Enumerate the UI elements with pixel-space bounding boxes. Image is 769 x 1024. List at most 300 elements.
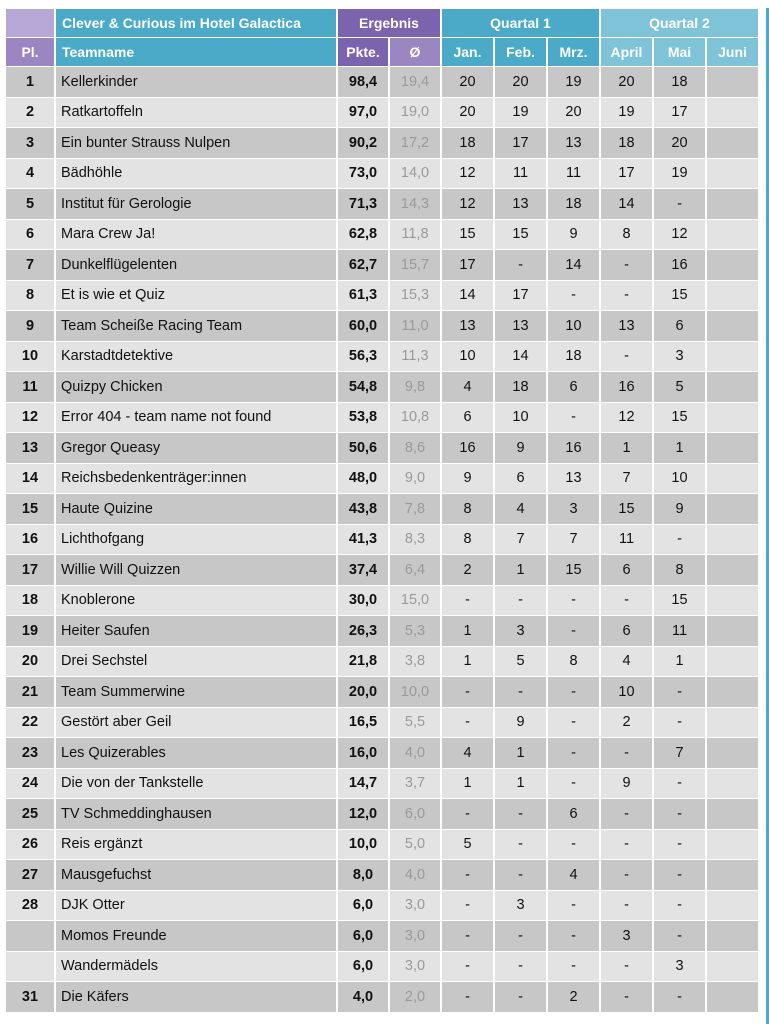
month-april-cell: 13 <box>601 311 652 341</box>
team-name-cell: Reichsbedenkenträger:innen <box>56 464 336 494</box>
month-jan-cell: 17 <box>442 250 493 280</box>
month-juni-cell <box>707 525 758 555</box>
month-feb-cell: 17 <box>495 128 546 158</box>
points-cell: 73,0 <box>338 159 388 189</box>
month-jan-cell: 8 <box>442 494 493 524</box>
month-jan-cell: - <box>442 677 493 707</box>
points-cell: 30,0 <box>338 586 388 616</box>
points-cell: 6,0 <box>338 952 388 982</box>
month-feb-cell: 9 <box>495 708 546 738</box>
average-cell: 5,5 <box>390 708 440 738</box>
points-cell: 71,3 <box>338 189 388 219</box>
team-name-cell: Les Quizerables <box>56 738 336 768</box>
month-april-cell: - <box>601 342 652 372</box>
average-cell: 9,0 <box>390 464 440 494</box>
month-mai-cell: - <box>654 860 705 890</box>
table-row <box>6 311 758 341</box>
month-juni-cell <box>707 250 758 280</box>
month-juni-cell <box>707 220 758 250</box>
header-average: Ø <box>390 38 440 66</box>
month-mai-cell: - <box>654 677 705 707</box>
place-cell: 13 <box>6 433 54 463</box>
place-cell: 9 <box>6 311 54 341</box>
month-juni-cell <box>707 708 758 738</box>
month-april-cell: 18 <box>601 128 652 158</box>
month-jan-cell: 20 <box>442 67 493 97</box>
month-mai-cell: 12 <box>654 220 705 250</box>
month-mrz-cell: - <box>548 708 599 738</box>
team-name-cell: Gregor Queasy <box>56 433 336 463</box>
month-jan-cell: 16 <box>442 433 493 463</box>
table-row <box>6 159 758 189</box>
place-cell <box>6 921 54 951</box>
place-cell: 6 <box>6 220 54 250</box>
place-cell: 18 <box>6 586 54 616</box>
month-jan-cell: 5 <box>442 830 493 860</box>
month-mrz-cell: - <box>548 830 599 860</box>
month-april-cell: 10 <box>601 677 652 707</box>
team-name-cell: Reis ergänzt <box>56 830 336 860</box>
table-row <box>6 220 758 250</box>
month-jan-cell: - <box>442 586 493 616</box>
month-mai-cell: 3 <box>654 952 705 982</box>
table-row <box>6 952 758 982</box>
month-mai-cell: - <box>654 982 705 1012</box>
month-mrz-cell: 9 <box>548 220 599 250</box>
average-cell: 3,0 <box>390 891 440 921</box>
average-cell: 9,8 <box>390 372 440 402</box>
month-april-cell: - <box>601 586 652 616</box>
month-jan-cell: 1 <box>442 647 493 677</box>
month-juni-cell <box>707 494 758 524</box>
month-mai-cell: - <box>654 830 705 860</box>
month-april-cell: 4 <box>601 647 652 677</box>
table-row <box>6 281 758 311</box>
month-jan-cell: 20 <box>442 98 493 128</box>
month-mrz-cell: 2 <box>548 982 599 1012</box>
team-name-cell: DJK Otter <box>56 891 336 921</box>
table-row <box>6 738 758 768</box>
quarter2-header: Quartal 2 <box>601 9 758 37</box>
table-row <box>6 891 758 921</box>
place-cell: 7 <box>6 250 54 280</box>
team-name-cell: Team Summerwine <box>56 677 336 707</box>
month-mrz-cell: - <box>548 281 599 311</box>
table-row <box>6 921 758 951</box>
month-mrz-cell: 16 <box>548 433 599 463</box>
team-name-cell: Team Scheiße Racing Team <box>56 311 336 341</box>
average-cell: 11,8 <box>390 220 440 250</box>
average-cell: 10,8 <box>390 403 440 433</box>
place-cell: 5 <box>6 189 54 219</box>
month-mai-cell: 16 <box>654 250 705 280</box>
place-cell: 31 <box>6 982 54 1012</box>
place-cell: 2 <box>6 98 54 128</box>
place-cell: 21 <box>6 677 54 707</box>
points-cell: 62,7 <box>338 250 388 280</box>
table-row <box>6 799 758 829</box>
average-cell: 14,3 <box>390 189 440 219</box>
team-name-cell: Ein bunter Strauss Nulpen <box>56 128 336 158</box>
month-juni-cell <box>707 555 758 585</box>
month-juni-cell <box>707 342 758 372</box>
average-cell: 8,3 <box>390 525 440 555</box>
points-cell: 10,0 <box>338 830 388 860</box>
month-mrz-cell: - <box>548 769 599 799</box>
place-cell: 11 <box>6 372 54 402</box>
month-mrz-cell: 18 <box>548 342 599 372</box>
table-row <box>6 647 758 677</box>
table-row <box>6 586 758 616</box>
month-juni-cell <box>707 189 758 219</box>
month-jan-cell: 10 <box>442 342 493 372</box>
month-jan-cell: 18 <box>442 128 493 158</box>
month-juni-cell <box>707 769 758 799</box>
month-feb-cell: 13 <box>495 311 546 341</box>
table-body <box>6 67 758 1012</box>
month-jan-cell: - <box>442 921 493 951</box>
month-jan-cell: - <box>442 860 493 890</box>
place-cell: 27 <box>6 860 54 890</box>
points-cell: 60,0 <box>338 311 388 341</box>
points-cell: 8,0 <box>338 860 388 890</box>
month-mai-cell: - <box>654 189 705 219</box>
month-april-cell: 8 <box>601 220 652 250</box>
average-cell: 10,0 <box>390 677 440 707</box>
month-april-cell: 16 <box>601 372 652 402</box>
place-cell: 16 <box>6 525 54 555</box>
average-cell: 5,0 <box>390 830 440 860</box>
header-points: Pkte. <box>338 38 388 66</box>
month-mrz-cell: 11 <box>548 159 599 189</box>
month-feb-cell: - <box>495 952 546 982</box>
table-row <box>6 372 758 402</box>
month-april-cell: 15 <box>601 494 652 524</box>
month-jan-cell: 1 <box>442 616 493 646</box>
month-jan-cell: 6 <box>442 403 493 433</box>
points-cell: 21,8 <box>338 647 388 677</box>
month-april-cell: 20 <box>601 67 652 97</box>
average-cell: 19,0 <box>390 98 440 128</box>
header-month-jan: Jan. <box>442 38 493 66</box>
month-mai-cell: 7 <box>654 738 705 768</box>
points-cell: 90,2 <box>338 128 388 158</box>
place-cell: 23 <box>6 738 54 768</box>
place-cell: 12 <box>6 403 54 433</box>
place-cell: 25 <box>6 799 54 829</box>
month-feb-cell: - <box>495 586 546 616</box>
points-cell: 4,0 <box>338 982 388 1012</box>
month-mrz-cell: - <box>548 586 599 616</box>
month-feb-cell: - <box>495 860 546 890</box>
month-jan-cell: - <box>442 952 493 982</box>
place-cell: 4 <box>6 159 54 189</box>
month-mai-cell: 9 <box>654 494 705 524</box>
month-mai-cell: - <box>654 891 705 921</box>
month-feb-cell: 15 <box>495 220 546 250</box>
month-april-cell: - <box>601 830 652 860</box>
average-cell: 5,3 <box>390 616 440 646</box>
average-cell: 19,4 <box>390 67 440 97</box>
month-mrz-cell: 13 <box>548 464 599 494</box>
month-mai-cell: 1 <box>654 647 705 677</box>
month-mrz-cell: 19 <box>548 67 599 97</box>
header-row-1 <box>6 9 758 37</box>
table-row <box>6 98 758 128</box>
month-mrz-cell: - <box>548 677 599 707</box>
month-feb-cell: 10 <box>495 403 546 433</box>
table-row <box>6 708 758 738</box>
month-mai-cell: - <box>654 708 705 738</box>
table-row <box>6 342 758 372</box>
month-feb-cell: 6 <box>495 464 546 494</box>
month-feb-cell: - <box>495 250 546 280</box>
month-feb-cell: 17 <box>495 281 546 311</box>
month-feb-cell: 7 <box>495 525 546 555</box>
month-april-cell: 9 <box>601 769 652 799</box>
month-juni-cell <box>707 616 758 646</box>
place-cell: 8 <box>6 281 54 311</box>
month-mai-cell: 3 <box>654 342 705 372</box>
table-row <box>6 525 758 555</box>
header-place: Pl. <box>6 38 54 66</box>
month-juni-cell <box>707 98 758 128</box>
month-feb-cell: - <box>495 921 546 951</box>
team-name-cell: Ratkartoffeln <box>56 98 336 128</box>
month-april-cell: 11 <box>601 525 652 555</box>
month-april-cell: - <box>601 860 652 890</box>
month-april-cell: - <box>601 738 652 768</box>
table-row <box>6 189 758 219</box>
header-month-feb: Feb. <box>495 38 546 66</box>
month-jan-cell: 15 <box>442 220 493 250</box>
month-mai-cell: 6 <box>654 311 705 341</box>
month-mrz-cell: 6 <box>548 372 599 402</box>
month-april-cell: 19 <box>601 98 652 128</box>
points-cell: 50,6 <box>338 433 388 463</box>
place-cell: 22 <box>6 708 54 738</box>
points-cell: 14,7 <box>338 769 388 799</box>
month-feb-cell: 3 <box>495 891 546 921</box>
month-jan-cell: - <box>442 982 493 1012</box>
month-jan-cell: 12 <box>442 159 493 189</box>
month-jan-cell: 8 <box>442 525 493 555</box>
header-month-april: April <box>601 38 652 66</box>
place-cell: 14 <box>6 464 54 494</box>
place-cell: 28 <box>6 891 54 921</box>
place-cell: 1 <box>6 67 54 97</box>
place-cell: 19 <box>6 616 54 646</box>
month-mai-cell: 15 <box>654 281 705 311</box>
points-cell: 48,0 <box>338 464 388 494</box>
month-jan-cell: - <box>442 708 493 738</box>
month-feb-cell: 1 <box>495 738 546 768</box>
team-name-cell: Error 404 - team name not found <box>56 403 336 433</box>
average-cell: 3,7 <box>390 769 440 799</box>
month-april-cell: 1 <box>601 433 652 463</box>
header-row-2 <box>6 38 758 66</box>
month-mrz-cell: 4 <box>548 860 599 890</box>
month-jan-cell: 14 <box>442 281 493 311</box>
month-mrz-cell: 13 <box>548 128 599 158</box>
team-name-cell: Mara Crew Ja! <box>56 220 336 250</box>
points-cell: 6,0 <box>338 891 388 921</box>
month-feb-cell: 13 <box>495 189 546 219</box>
month-jan-cell: 12 <box>442 189 493 219</box>
points-cell: 56,3 <box>338 342 388 372</box>
average-cell: 2,0 <box>390 982 440 1012</box>
month-juni-cell <box>707 403 758 433</box>
month-juni-cell <box>707 738 758 768</box>
month-mai-cell: 15 <box>654 586 705 616</box>
team-name-cell: Die von der Tankstelle <box>56 769 336 799</box>
month-jan-cell: 4 <box>442 372 493 402</box>
month-mrz-cell: 6 <box>548 799 599 829</box>
month-juni-cell <box>707 677 758 707</box>
month-mrz-cell: 7 <box>548 525 599 555</box>
quarter1-header: Quartal 1 <box>442 9 599 37</box>
points-cell: 97,0 <box>338 98 388 128</box>
team-name-cell: Wandermädels <box>56 952 336 982</box>
month-mai-cell: - <box>654 525 705 555</box>
average-cell: 4,0 <box>390 738 440 768</box>
month-jan-cell: - <box>442 799 493 829</box>
month-jan-cell: 4 <box>442 738 493 768</box>
month-juni-cell <box>707 159 758 189</box>
month-april-cell: 14 <box>601 189 652 219</box>
place-cell: 17 <box>6 555 54 585</box>
month-april-cell: - <box>601 281 652 311</box>
table-row <box>6 830 758 860</box>
month-juni-cell <box>707 860 758 890</box>
team-name-cell: Heiter Saufen <box>56 616 336 646</box>
month-april-cell: 7 <box>601 464 652 494</box>
month-mrz-cell: - <box>548 616 599 646</box>
average-cell: 15,3 <box>390 281 440 311</box>
month-april-cell: 2 <box>601 708 652 738</box>
team-name-cell: Institut für Gerologie <box>56 189 336 219</box>
points-cell: 62,8 <box>338 220 388 250</box>
month-juni-cell <box>707 67 758 97</box>
points-cell: 16,0 <box>338 738 388 768</box>
average-cell: 6,4 <box>390 555 440 585</box>
month-april-cell: 6 <box>601 616 652 646</box>
table-row <box>6 616 758 646</box>
month-mai-cell: 15 <box>654 403 705 433</box>
place-cell: 15 <box>6 494 54 524</box>
month-jan-cell: 13 <box>442 311 493 341</box>
average-cell: 11,0 <box>390 311 440 341</box>
month-juni-cell <box>707 921 758 951</box>
average-cell: 7,8 <box>390 494 440 524</box>
points-cell: 6,0 <box>338 921 388 951</box>
month-april-cell: - <box>601 891 652 921</box>
table-row <box>6 250 758 280</box>
team-name-cell: Dunkelflügelenten <box>56 250 336 280</box>
average-cell: 14,0 <box>390 159 440 189</box>
table-row <box>6 982 758 1012</box>
month-mrz-cell: - <box>548 921 599 951</box>
place-cell: 3 <box>6 128 54 158</box>
team-name-cell: Die Käfers <box>56 982 336 1012</box>
month-feb-cell: 18 <box>495 372 546 402</box>
table-row <box>6 433 758 463</box>
month-mai-cell: 1 <box>654 433 705 463</box>
month-mrz-cell: - <box>548 952 599 982</box>
month-feb-cell: 19 <box>495 98 546 128</box>
table-row <box>6 403 758 433</box>
result-header: Ergebnis <box>338 9 440 37</box>
month-mrz-cell: 18 <box>548 189 599 219</box>
team-name-cell: Karstadtdetektive <box>56 342 336 372</box>
table-row <box>6 67 758 97</box>
points-cell: 98,4 <box>338 67 388 97</box>
points-cell: 54,8 <box>338 372 388 402</box>
month-april-cell: - <box>601 799 652 829</box>
table-row <box>6 860 758 890</box>
points-cell: 61,3 <box>338 281 388 311</box>
month-feb-cell: 5 <box>495 647 546 677</box>
month-april-cell: 3 <box>601 921 652 951</box>
month-mai-cell: - <box>654 799 705 829</box>
place-cell: 20 <box>6 647 54 677</box>
month-mai-cell: 5 <box>654 372 705 402</box>
team-name-cell: Bädhöhle <box>56 159 336 189</box>
month-feb-cell: - <box>495 982 546 1012</box>
month-juni-cell <box>707 433 758 463</box>
team-name-cell: Willie Will Quizzen <box>56 555 336 585</box>
average-cell: 6,0 <box>390 799 440 829</box>
team-name-cell: Gestört aber Geil <box>56 708 336 738</box>
month-feb-cell: - <box>495 677 546 707</box>
month-mai-cell: 10 <box>654 464 705 494</box>
points-cell: 43,8 <box>338 494 388 524</box>
average-cell: 3,0 <box>390 921 440 951</box>
month-jan-cell: - <box>442 891 493 921</box>
month-juni-cell <box>707 891 758 921</box>
header-month-juni: Juni <box>707 38 758 66</box>
header-month-mrz: Mrz. <box>548 38 599 66</box>
points-cell: 12,0 <box>338 799 388 829</box>
month-april-cell: 12 <box>601 403 652 433</box>
header-corner <box>6 9 54 37</box>
month-mrz-cell: 8 <box>548 647 599 677</box>
points-cell: 41,3 <box>338 525 388 555</box>
place-cell: 24 <box>6 769 54 799</box>
month-feb-cell: 1 <box>495 555 546 585</box>
month-feb-cell: 11 <box>495 159 546 189</box>
month-mai-cell: 19 <box>654 159 705 189</box>
table-row <box>6 555 758 585</box>
month-mai-cell: 20 <box>654 128 705 158</box>
team-name-cell: Quizpy Chicken <box>56 372 336 402</box>
month-jan-cell: 9 <box>442 464 493 494</box>
month-mrz-cell: 15 <box>548 555 599 585</box>
month-feb-cell: 1 <box>495 769 546 799</box>
month-juni-cell <box>707 128 758 158</box>
average-cell: 3,8 <box>390 647 440 677</box>
place-cell: 10 <box>6 342 54 372</box>
month-feb-cell: 3 <box>495 616 546 646</box>
header-teamname: Teamname <box>56 38 336 66</box>
month-juni-cell <box>707 372 758 402</box>
points-cell: 53,8 <box>338 403 388 433</box>
month-mai-cell: - <box>654 921 705 951</box>
month-juni-cell <box>707 982 758 1012</box>
month-april-cell: - <box>601 952 652 982</box>
month-feb-cell: 9 <box>495 433 546 463</box>
points-cell: 16,5 <box>338 708 388 738</box>
